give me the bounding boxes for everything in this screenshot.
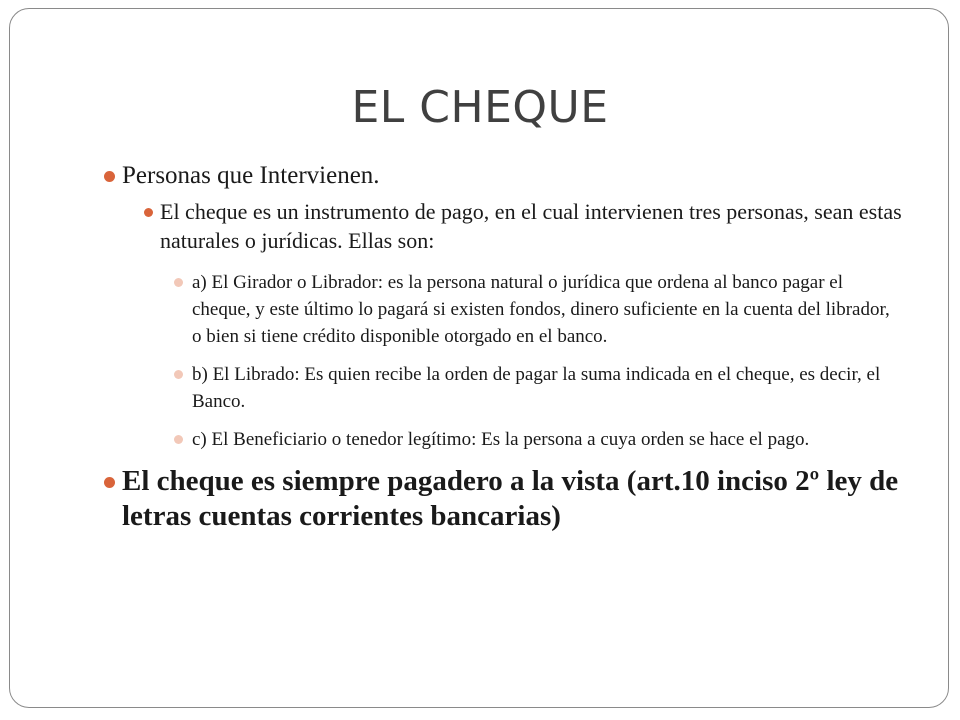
bullet-librado bbox=[174, 361, 904, 415]
bullet-text: El cheque es un instrumento de pago, en el cual intervienen tres personas, sean estas naturales o jurídicas. Ellas son: bbox=[160, 199, 902, 253]
bullet-beneficiario bbox=[174, 426, 904, 453]
bullet-dot-icon bbox=[104, 477, 115, 488]
slide-body bbox=[104, 160, 904, 534]
bullet-text: El cheque es siempre pagadero a la vista (art.10 inciso 2º ley de letras cuentas corrientes bancarias) bbox=[122, 465, 899, 532]
bullet-dot-icon bbox=[174, 278, 183, 287]
bullet-text: Personas que Intervienen. bbox=[122, 162, 380, 189]
bullet-girador bbox=[174, 269, 904, 350]
bullet-dot-icon bbox=[174, 435, 183, 444]
bullet-definition bbox=[144, 197, 904, 255]
bullet-pagadero bbox=[104, 464, 904, 534]
slide-title: EL CHEQUE bbox=[351, 82, 609, 133]
bullet-dot-icon bbox=[174, 370, 183, 379]
bullet-dot-icon bbox=[104, 171, 115, 182]
bullet-text: a) El Girador o Librador: es la persona natural o jurídica que ordena al banco pagar el cheque, y este último lo pagará si existen fondos, dinero suficiente en la cuenta del librador, o bien si tiene crédito disponible otorgado en el banco. bbox=[192, 272, 890, 347]
bullet-personas bbox=[104, 160, 904, 192]
bullet-dot-icon bbox=[144, 208, 153, 217]
bullet-text: b) El Librado: Es quien recibe la orden de pagar la suma indicada en el cheque, es decir, el Banco. bbox=[192, 364, 881, 412]
bullet-text: c) El Beneficiario o tenedor legítimo: Es la persona a cuya orden se hace el pago. bbox=[192, 429, 810, 450]
